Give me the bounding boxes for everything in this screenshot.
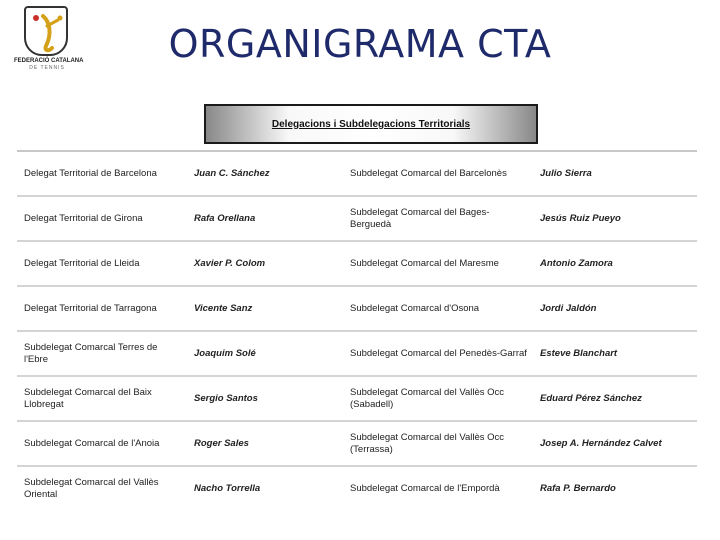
logo-subtitle: DE TENNIS (29, 65, 65, 71)
role-cell: Delegat Territorial de Girona (24, 212, 143, 224)
table-row (17, 197, 697, 242)
role-cell: Subdelegat Comarcal del Maresme (350, 257, 499, 269)
person-cell: Eduard Pérez Sánchez (540, 392, 642, 404)
person-cell: Vicente Sanz (194, 302, 253, 314)
role-cell: Subdelegat Comarcal d'Osona (350, 302, 480, 314)
role-cell: Subdelegat Comarcal del Bages-Berguedà (350, 206, 490, 230)
table-row (17, 242, 697, 287)
table-row (17, 377, 697, 422)
role-cell: Subdelegat Comarcal del Baix Llobregat (24, 386, 152, 410)
section-banner (204, 104, 538, 144)
person-cell: Jordi Jaldón (540, 302, 597, 314)
person-cell: Jesús Ruiz Pueyo (540, 212, 621, 224)
role-cell: Subdelegat Comarcal de l'Anoia (24, 437, 160, 449)
delegations-table (17, 150, 697, 510)
person-cell: Juan C. Sánchez (194, 167, 270, 179)
role-cell: Delegat Territorial de Barcelona (24, 167, 157, 179)
table-row (17, 467, 697, 510)
role-cell: Delegat Territorial de Tarragona (24, 302, 157, 314)
person-cell: Joaquim Solé (194, 347, 256, 359)
role-cell: Subdelegat Comarcal del Penedès-Garraf (350, 347, 527, 359)
table-row (17, 287, 697, 332)
page-title: ORGANIGRAMA CTA (168, 22, 552, 66)
table-row (17, 422, 697, 467)
logo-name: FEDERACIÓ CATALANA (14, 58, 84, 64)
person-cell: Rafa Orellana (194, 212, 256, 224)
person-cell: Julio Sierra (540, 167, 592, 179)
person-cell: Esteve Blanchart (540, 347, 618, 359)
role-cell: Subdelegat Comarcal Terres de l'Ebre (24, 341, 158, 365)
person-cell: Roger Sales (194, 437, 249, 449)
role-cell: Subdelegat Comarcal de l'Empordà (350, 482, 500, 494)
role-cell: Subdelegat Comarcal del Barcelonès (350, 167, 507, 179)
person-cell: Josep A. Hernández Calvet (540, 437, 662, 449)
table-row (17, 152, 697, 197)
person-cell: Antonio Zamora (540, 257, 613, 269)
person-cell: Xavier P. Colom (194, 257, 266, 269)
person-cell: Sergio Santos (194, 392, 258, 404)
role-cell: Subdelegat Comarcal del Vallès Occ (Terrassa) (350, 431, 505, 455)
role-cell: Subdelegat Comarcal del Vallès Oriental (24, 476, 159, 500)
section-banner-label: Delegacions i Subdelegacions Territorials (271, 118, 471, 130)
role-cell: Delegat Territorial de Lleida (24, 257, 140, 269)
role-cell: Subdelegat Comarcal del Vallès Occ (Sabadell) (350, 386, 505, 410)
person-cell: Nacho Torrella (194, 482, 261, 494)
person-cell: Rafa P. Bernardo (540, 482, 616, 494)
table-row (17, 332, 697, 377)
